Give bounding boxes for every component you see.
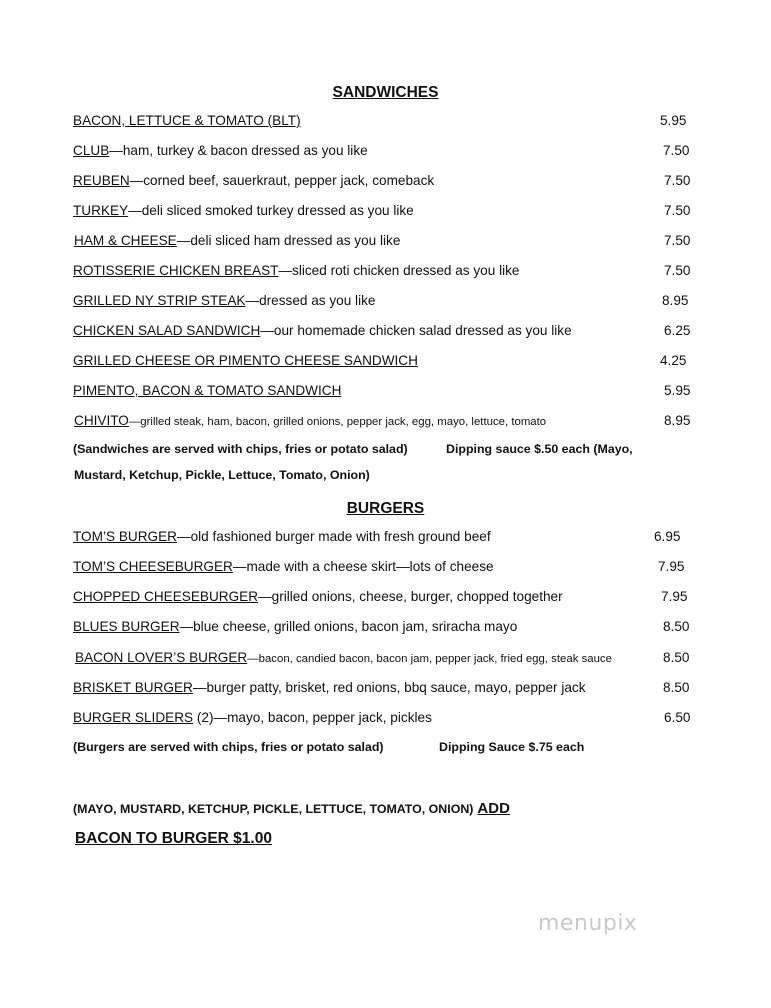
sandwich-dipping-note: Dipping sauce $.50 each (Mayo, xyxy=(446,442,633,456)
menu-item-reuben xyxy=(73,171,713,191)
item-name: PIMENTO, BACON & TOMATO SANDWICH xyxy=(73,383,342,398)
item-name: GRILLED NY STRIP STEAK xyxy=(73,293,246,308)
item-price: 7.50 xyxy=(664,263,691,278)
item-name: CHICKEN SALAD SANDWICH xyxy=(73,323,261,338)
item-desc: —bacon, candied bacon, bacon jam, pepper jack, fried egg, steak sauce xyxy=(247,653,612,665)
menu-item-burger-sliders xyxy=(73,708,713,728)
item-desc: —burger patty, brisket, red onions, bbq sauce, mayo, pepper jack xyxy=(192,680,586,695)
item-desc: —grilled steak, ham, bacon, grilled onions, pepper jack, egg, mayo, lettuce, tomato xyxy=(128,416,547,428)
item-desc: —our homemade chicken salad dressed as you like xyxy=(260,323,572,338)
menu-item-chicken-salad xyxy=(73,321,713,341)
menu-item-club xyxy=(73,141,713,161)
item-price: 8.50 xyxy=(663,650,690,665)
item-price: 4.25 xyxy=(660,353,687,368)
item-name: TOM’S CHEESEBURGER xyxy=(73,559,233,574)
item-price: 8.95 xyxy=(664,413,691,428)
menu-item-blt xyxy=(73,111,713,131)
burger-dipping-note: Dipping Sauce $.75 each xyxy=(439,740,585,754)
sandwich-note xyxy=(73,440,713,458)
item-price: 6.50 xyxy=(664,710,691,725)
item-name: BRISKET BURGER xyxy=(73,680,193,695)
item-name: BURGER SLIDERS xyxy=(73,710,194,725)
item-desc: —made with a cheese skirt—lots of cheese xyxy=(232,559,494,574)
item-price: 7.50 xyxy=(664,173,691,188)
item-desc: —blue cheese, grilled onions, bacon jam, sriracha mayo xyxy=(179,619,518,634)
item-name: HAM & CHEESE xyxy=(74,233,177,248)
sandwiches-heading: SANDWICHES xyxy=(332,84,439,101)
item-price: 5.95 xyxy=(660,113,687,128)
item-price: 7.95 xyxy=(661,589,688,604)
item-name: ROTISSERIE CHICKEN BREAST xyxy=(73,263,279,278)
item-desc: —grilled onions, cheese, burger, chopped together xyxy=(258,589,563,604)
item-price: 8.50 xyxy=(663,619,690,634)
item-name: TURKEY xyxy=(73,203,129,218)
item-price: 8.50 xyxy=(663,680,690,695)
item-desc: —corned beef, sauerkraut, pepper jack, comeback xyxy=(129,173,435,188)
item-name: BACON LOVER’S BURGER xyxy=(75,650,248,665)
menu-item-brisket-burger xyxy=(73,678,713,698)
menu-item-toms-burger xyxy=(73,527,713,547)
menu-item-grilled-cheese xyxy=(73,351,713,371)
menu-item-chivito xyxy=(74,411,714,431)
item-desc: —old fashioned burger made with fresh ground beef xyxy=(176,529,491,544)
item-price: 5.95 xyxy=(664,383,691,398)
item-price: 7.50 xyxy=(664,233,691,248)
menu-item-ny-strip xyxy=(73,291,713,311)
menu-item-toms-cheeseburger xyxy=(73,557,713,577)
menu-item-pimento-bacon xyxy=(73,381,713,401)
item-price: 7.95 xyxy=(658,559,685,574)
item-name: CLUB xyxy=(73,143,110,158)
burger-sides-note: (Burgers are served with chips, fries or potato salad) xyxy=(73,740,384,754)
item-desc: —deli sliced smoked turkey dressed as you like xyxy=(128,203,414,218)
condiments-list: (MAYO, MUSTARD, KETCHUP, PICKLE, LETTUCE, TOMATO, ONION) xyxy=(73,802,474,816)
item-price: 8.95 xyxy=(662,293,689,308)
menu-item-turkey xyxy=(73,201,713,221)
burgers-heading: BURGERS xyxy=(346,500,425,517)
item-desc: —dressed as you like xyxy=(245,293,376,308)
item-name: CHOPPED CHEESEBURGER xyxy=(73,589,259,604)
item-desc: —ham, turkey & bacon dressed as you like xyxy=(109,143,368,158)
item-desc: (2)—mayo, bacon, pepper jack, pickles xyxy=(193,710,432,725)
add-on-line xyxy=(73,800,510,817)
item-desc: —deli sliced ham dressed as you like xyxy=(176,233,401,248)
sandwich-sides-note: (Sandwiches are served with chips, fries or potato salad) xyxy=(73,442,408,456)
menu-item-bacon-lovers-burger xyxy=(75,648,715,668)
add-label: ADD xyxy=(477,800,510,817)
item-name: BACON, LETTUCE & TOMATO (BLT) xyxy=(73,113,301,128)
item-desc: —sliced roti chicken dressed as you like xyxy=(278,263,520,278)
bacon-add-on: BACON TO BURGER $1.00 xyxy=(75,830,272,847)
item-name: CHIVITO xyxy=(74,413,129,428)
sandwich-note-line2: Mustard, Ketchup, Pickle, Lettuce, Tomato, Onion) xyxy=(74,468,370,482)
item-name: TOM’S BURGER xyxy=(73,529,177,544)
menu-item-rotisserie-chicken xyxy=(73,261,713,281)
menu-item-blues-burger xyxy=(73,617,713,637)
item-price: 6.25 xyxy=(664,323,691,338)
item-price: 7.50 xyxy=(663,143,690,158)
item-name: REUBEN xyxy=(73,173,130,188)
item-price: 7.50 xyxy=(664,203,691,218)
menu-item-chopped-cheeseburger xyxy=(73,587,713,607)
menupix-watermark: menupix xyxy=(538,911,638,936)
item-name: BLUES BURGER xyxy=(73,619,180,634)
burger-note xyxy=(73,738,713,756)
item-price: 6.95 xyxy=(654,529,681,544)
menu-item-ham-cheese xyxy=(74,231,714,251)
item-name: GRILLED CHEESE OR PIMENTO CHEESE SANDWICH xyxy=(73,353,418,368)
